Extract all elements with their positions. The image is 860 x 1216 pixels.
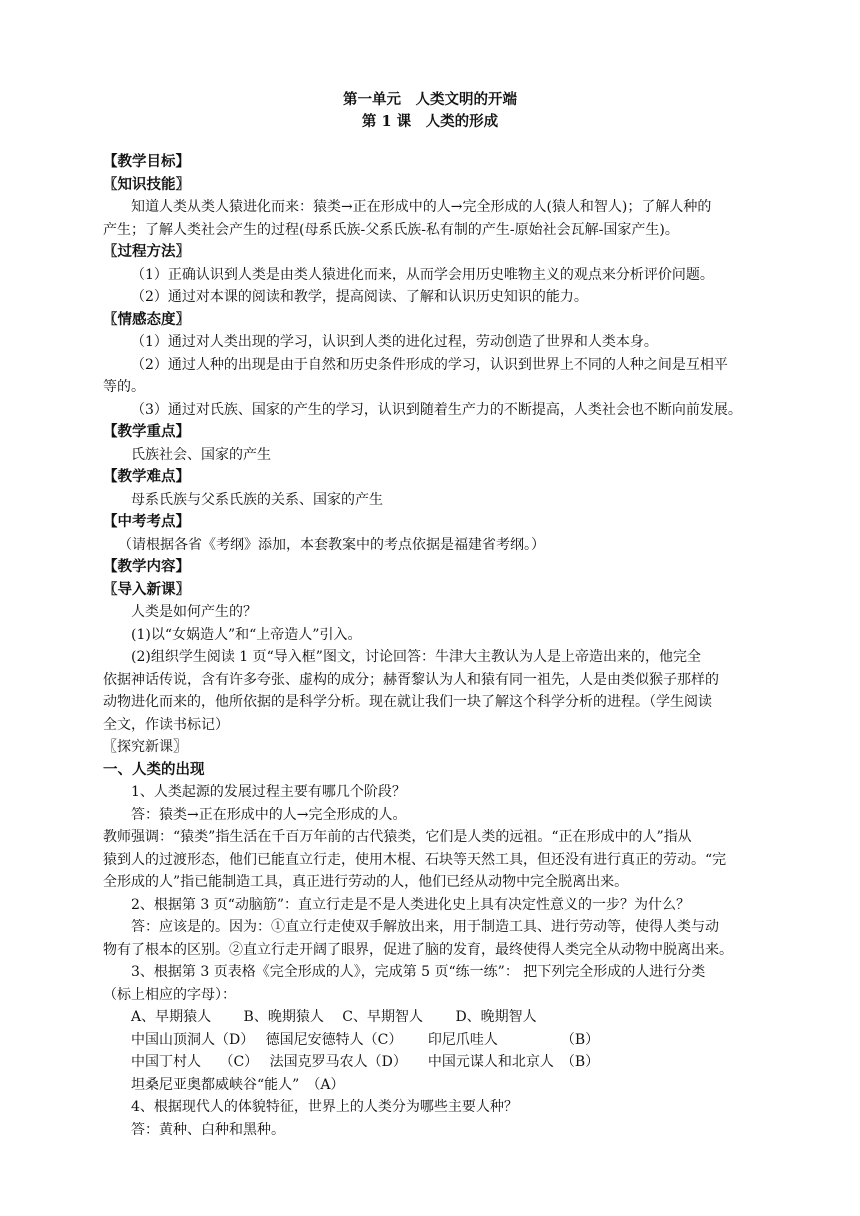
text-line: 氏族社会、国家的产生 xyxy=(131,447,271,463)
text-line: （标上相应的字母）： xyxy=(103,987,236,1003)
section-heading: 〖过程方法〗 xyxy=(103,243,190,260)
text-line: 中国山顶洞人（D） 德国尼安德特人（C） 印尼爪哇人 （B） xyxy=(131,1032,600,1048)
section-heading: 〖知识技能〗 xyxy=(103,176,190,193)
text-line: (2)组织学生阅读 1 页“导入框”图文，讨论回答：牛津大主教认为人是上帝造出来的，他完全 xyxy=(131,649,701,665)
text-line: （2）通过对本课的阅读和教学，提高阅读、了解和认识历史知识的能力。 xyxy=(131,289,588,305)
text-line: 答：应该是的。因为：①直立行走使双手解放出来，用于制造工具、进行劳动等，使得人类与动 xyxy=(131,919,719,935)
section-heading: 〖导入新课〗 xyxy=(103,581,190,598)
unit-title: 第一单元 人类文明的开端 xyxy=(343,91,517,108)
lesson-title: 第 1 课 人类的形成 xyxy=(361,113,499,130)
text-line: 全文，作读书标记） xyxy=(103,717,229,733)
text-line: 中国丁村人 （C） 法国克罗马农人（D） 中国元谋人和北京人 （B） xyxy=(131,1054,600,1070)
text-line: 猿到人的过渡形态，他们已能直立行走，使用木棍、石块等天然工具，但还没有进行真正的劳动。“完 xyxy=(103,852,727,868)
text-line: 教师强调：“猿类”指生活在千百万年前的古代猿类，它们是人类的远祖。“正在形成中的人”指从 xyxy=(103,829,692,845)
section-heading: 【教学目标】 xyxy=(103,153,190,170)
section-heading: 【教学内容】 xyxy=(103,558,190,575)
section-heading: 一、人类的出现 xyxy=(103,761,205,778)
text-line: 答：猿类→正在形成中的人→完全形成的人。 xyxy=(131,807,407,823)
text-line: 1、人类起源的发展过程主要有哪几个阶段？ xyxy=(131,784,406,800)
text-line: 坦桑尼亚奥都威峡谷“能人” （A） xyxy=(131,1077,345,1093)
text-line: 全形成的人”指已能制造工具，真正进行劳动的人，他们已经从动物中完全脱离出来。 xyxy=(103,874,629,890)
text-line: A、早期猿人 B、晚期猿人 C、早期智人 D、晚期智人 xyxy=(131,1009,537,1025)
text-line: 知道人类从类人猿进化而来：猿类→正在形成中的人→完全形成的人(猿人和智人)；了解人种的 xyxy=(131,199,712,215)
text-line: （2）通过人种的出现是由于自然和历史条件形成的学习，认识到世界上不同的人种之间是互相平 xyxy=(131,357,728,373)
text-line: 动物进化而来的，他所依据的是科学分析。现在就让我们一块了解这个科学分析的进程。（学生阅读 xyxy=(103,694,712,710)
text-line: （请根据各省《考纲》添加，本套教案中的考点依据是福建省考纲。） xyxy=(118,537,545,553)
text-line: 人类是如何产生的？ xyxy=(131,604,257,620)
text-line: 产生；了解人类社会产生的过程(母系氏族-父系氏族-私有制的产生-原始社会瓦解-国家产生)。 xyxy=(103,222,679,238)
text-line: 3、根据第 3 页表格《完全形成的人》，完成第 5 页“练一练”： 把下列完全形成的人进行分类 xyxy=(131,964,706,980)
text-line: 答：黄种、白种和黑种。 xyxy=(131,1122,285,1138)
section-heading: 【中考考点】 xyxy=(103,513,190,530)
section-heading: 【教学重点】 xyxy=(103,423,190,440)
text-line: （3）通过对氏族、国家的产生的学习，认识到随着生产力的不断提高，人类社会也不断向前发展。 xyxy=(131,402,742,418)
section-heading: 〖情感态度〗 xyxy=(103,311,190,328)
text-line: 4、根据现代人的体貌特征，世界上的人类分为哪些主要人种？ xyxy=(131,1099,518,1115)
text-line: 等的。 xyxy=(103,379,145,395)
text-line: 2、根据第 3 页“动脑筋”：直立行走是不是人类进化史上具有决定性意义的一步？为什么？ xyxy=(131,897,691,913)
text-line: (1)以“女娲造人”和“上帝造人”引入。 xyxy=(131,627,362,643)
text-line: 依据神话传说，含有许多夸张、虚构的成分；赫胥黎认为人和猿有同一祖先，人是由类似猴子那样的 xyxy=(103,672,719,688)
text-line: 母系氏族与父系氏族的关系、国家的产生 xyxy=(131,492,383,508)
text-line: （1）通过对人类出现的学习，认识到人类的进化过程，劳动创造了世界和人类本身。 xyxy=(131,334,658,350)
text-line: 物有了根本的区别。②直立行走开阔了眼界，促进了脑的发育，最终使得人类完全从动物中脱离出来。 xyxy=(103,942,733,958)
text-line: 〖探究新课〗 xyxy=(103,739,187,755)
text-line: （1）正确认识到人类是由类人猿进化而来，从而学会用历史唯物主义的观点来分析评价问题。 xyxy=(131,267,714,283)
section-heading: 【教学难点】 xyxy=(103,468,190,485)
